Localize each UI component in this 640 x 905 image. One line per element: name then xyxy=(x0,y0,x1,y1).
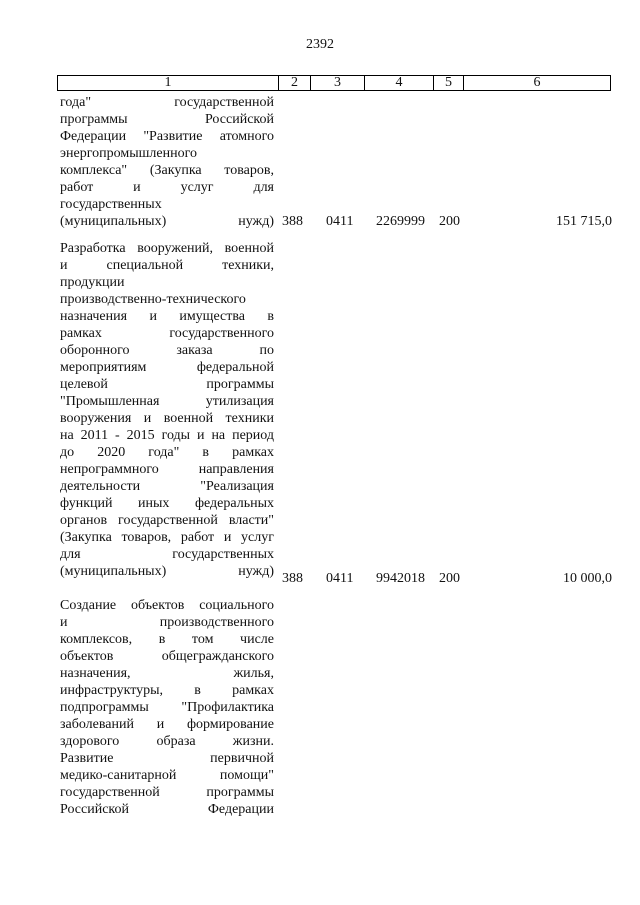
row-description: Разработка вооружений, военной и специальной техники, продукции производственно-технического назначения и имущества в рамках государственного оборонного заказа по мероприятиям федеральной целевой программы "Промышленная утилизация вооружения и военной техники на 2011 - 2015 годы и на период до 2020 года" в рамках непрограммного направления деятельности "Реализация функций иных федеральных органов государственной власти" (Закупка товаров, работ и услуг для государственных (муниципальных) нужд) xyxy=(60,241,274,579)
row-sum: 151 715,0 xyxy=(556,214,612,229)
table-row xyxy=(60,240,612,590)
row-description: года" государственной программы Российской Федерации "Развитие атомного энергопромышленного комплекса" (Закупка товаров, работ и услуг для государственных (муниципальных) нужд) xyxy=(60,95,274,229)
row-vr: 200 xyxy=(439,571,460,586)
header-col-2: 2 xyxy=(278,76,310,90)
header-col-4: 4 xyxy=(364,76,433,90)
row-rz: 0411 xyxy=(326,571,354,586)
header-col-1: 1 xyxy=(164,75,172,90)
row-description: Создание объектов социального и производственного комплексов, в том числе объектов общегражданского назначения, жилья, инфраструктуры, в рамках подпрограммы "Профилактика заболеваний и формирование здорового образа жизни. Развитие первичной медико-санитарной помощи" государственной программы Российской Федерации xyxy=(60,598,274,817)
table-header xyxy=(57,75,611,91)
row-ved: 388 xyxy=(282,214,303,229)
header-col-6: 6 xyxy=(463,76,610,90)
table-row xyxy=(60,597,612,827)
header-col-5: 5 xyxy=(433,76,463,90)
row-vr: 200 xyxy=(439,214,460,229)
table-row xyxy=(60,94,612,234)
page-number: 2392 xyxy=(306,37,334,52)
row-csr: 9942018 xyxy=(376,571,425,586)
row-sum: 10 000,0 xyxy=(563,571,612,586)
row-ved: 388 xyxy=(282,571,303,586)
row-csr: 2269999 xyxy=(376,214,425,229)
header-col-3: 3 xyxy=(310,76,364,90)
row-rz: 0411 xyxy=(326,214,354,229)
